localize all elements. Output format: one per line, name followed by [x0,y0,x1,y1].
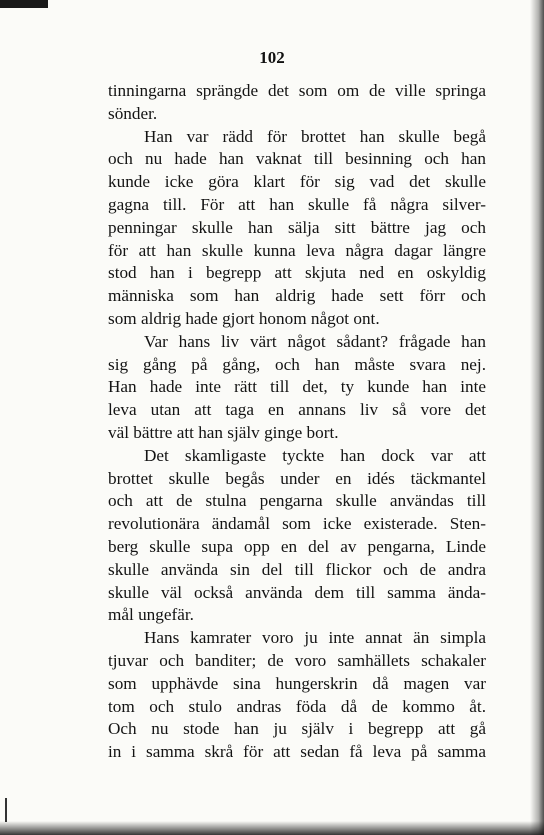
scan-left-tick [5,798,7,822]
text-line: tjuvar och banditer; de voro samhällets schakaler [108,650,486,670]
text-line: Han var rädd för brottet han skulle begå [144,126,486,146]
text-line: leva utan att taga en annans liv så vore det [108,400,486,420]
text-line: berg skulle supa opp en del av pengarna, Linde [108,536,486,556]
page-edge-shadow-right [530,0,544,835]
text-line: väl bättre att han själv ginge bort. [108,422,339,442]
text-line: som upphävde sina hungerskrin då magen var [108,673,486,693]
text-line: som aldrig hade gjort honom något ont. [108,308,380,328]
text-line: skulle väl också använda dem till samma ända- [108,582,486,602]
text-line: stod han i begrepp att skjuta ned en oskyldig [108,263,486,283]
text-line: sönder. [108,103,158,123]
text-line: revolutionära ändamål som icke existerade. Sten- [108,514,486,534]
text-line: tom och stulo andras föda då de kommo åt. [108,696,486,716]
text-line: skulle använda sin del till flickor och de andra [108,559,486,579]
text-line: Han hade inte rätt till det, ty kunde han inte [108,377,486,397]
text-line: och att de stulna pengarna skulle användas till [108,491,486,511]
text-line: tinningarna sprängde det som om de ville springa [108,81,486,100]
text-line: mål ungefär. [108,605,194,625]
text-line: Var hans liv värt något sådant? frågade han [144,331,486,351]
text-line: sig gång på gång, och han måste svara nej. [108,354,486,374]
text-line: penningar skulle han sälja sitt bättre jag och [108,217,486,237]
text-line: in i samma skrå för att sedan få leva på samma [108,742,486,762]
page-body-text [108,80,486,764]
page-number: 102 [259,48,285,67]
scan-top-mark [0,0,48,8]
text-line: och nu hade han vaknat till besinning och han [108,149,486,169]
text-line: kunde icke göra klart för sig vad det skulle [108,172,486,192]
text-line: gagna till. För att han skulle få några silver- [108,194,486,214]
text-line: människa som han aldrig hade sett förr och [108,286,486,306]
page-edge-shadow-bottom [0,821,544,835]
text-line: Det skamligaste tyckte han dock var att [144,445,486,465]
text-line: Och nu stode han ju själv i begrepp att gå [108,719,486,739]
text-line: Hans kamrater voro ju inte annat än simpla [144,628,486,648]
text-line: brottet skulle begås under en idés täckmantel [108,468,486,488]
text-line: för att han skulle kunna leva några dagar längre [108,240,486,260]
